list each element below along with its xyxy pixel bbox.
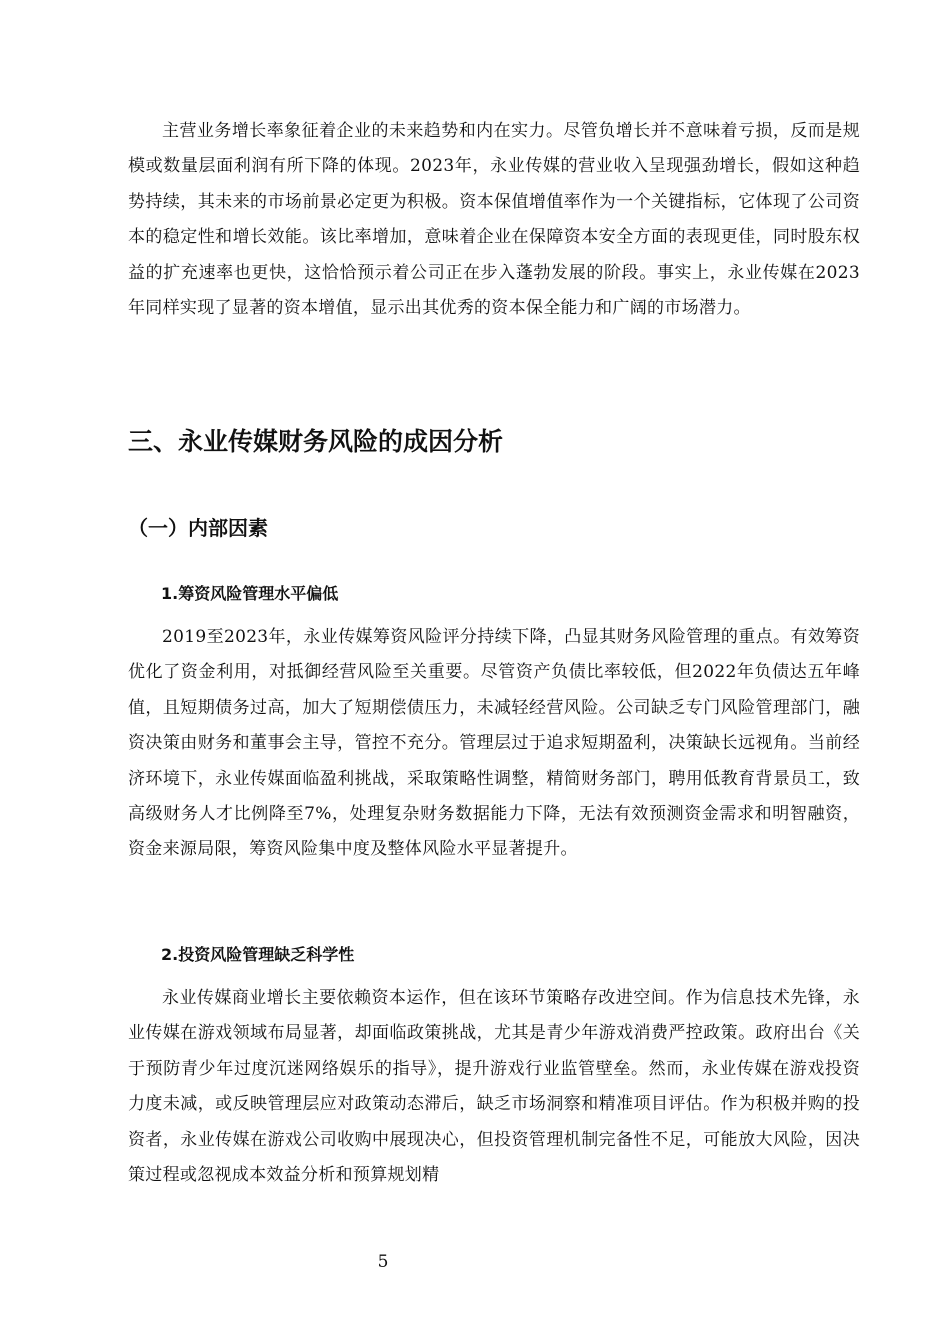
page-number: 5 xyxy=(377,1252,389,1272)
item2-paragraph: 永业传媒商业增长主要依赖资本运作，但在该环节策略存改进空间。作为信息技术先锋，永业传媒在游戏领域布局显著，却面临政策挑战，尤其是青少年游戏消费严控政策。政府出台《关于预防青少年过度沉迷网络娱乐的指导》，提升游戏行业监管壁垒。然而，永业传媒在游戏投资力度未减，或反映管理层应对政策动态滞后，缺乏市场洞察和精准项目评估。作为积极并购的投资者，永业传媒在游戏公司收购中展现决心，但投资管理机制完备性不足，可能放大风险，因决策过程或忽视成本效益分析和预算规划精 xyxy=(128,988,860,1186)
item2-title: 2.投资风险管理缺乏科学性 xyxy=(161,945,355,964)
item2-paragraph-block xyxy=(128,981,860,1193)
item1-title: 1.筹资风险管理水平偏低 xyxy=(161,584,339,603)
item1-paragraph: 2019至2023年，永业传媒筹资风险评分持续下降，凸显其财务风险管理的重点。有效筹资优化了资金利用，对抵御经营风险至关重要。尽管资产负债比率较低，但2022年负债达五年峰值，且短期债务过高，加大了短期偿债压力，未减轻经营风险。公司缺乏专门风险管理部门，融资决策由财务和董事会主导，管控不充分。管理层过于追求短期盈利，决策缺长远视角。当前经济环境下，永业传媒面临盈利挑战，采取策略性调整，精简财务部门，聘用低教育背景员工，致高级财务人才比例降至7%，处理复杂财务数据能力下降，无法有效预测资金需求和明智融资，资金来源局限，筹资风险集中度及整体风险水平显著提升。 xyxy=(128,627,860,860)
intro-paragraph-block xyxy=(128,114,860,326)
section-title: 三、永业传媒财务风险的成因分析 xyxy=(128,427,504,456)
subsection-title: （一）内部因素 xyxy=(128,516,268,540)
item1-paragraph-block xyxy=(128,620,860,868)
intro-paragraph: 主营业务增长率象征着企业的未来趋势和内在实力。尽管负增长并不意味着亏损，反而是规模或数量层面利润有所下降的体现。2023年，永业传媒的营业收入呈现强劲增长，假如这种趋势持续，其未来的市场前景必定更为积极。资本保值增值率作为一个关键指标，它体现了公司资本的稳定性和增长效能。该比率增加，意味着企业在保障资本安全方面的表现更佳，同时股东权益的扩充速率也更快，这恰恰预示着公司正在步入蓬勃发展的阶段。事实上，永业传媒在2023年同样实现了显著的资本增值，显示出其优秀的资本保全能力和广阔的市场潜力。 xyxy=(128,121,860,319)
